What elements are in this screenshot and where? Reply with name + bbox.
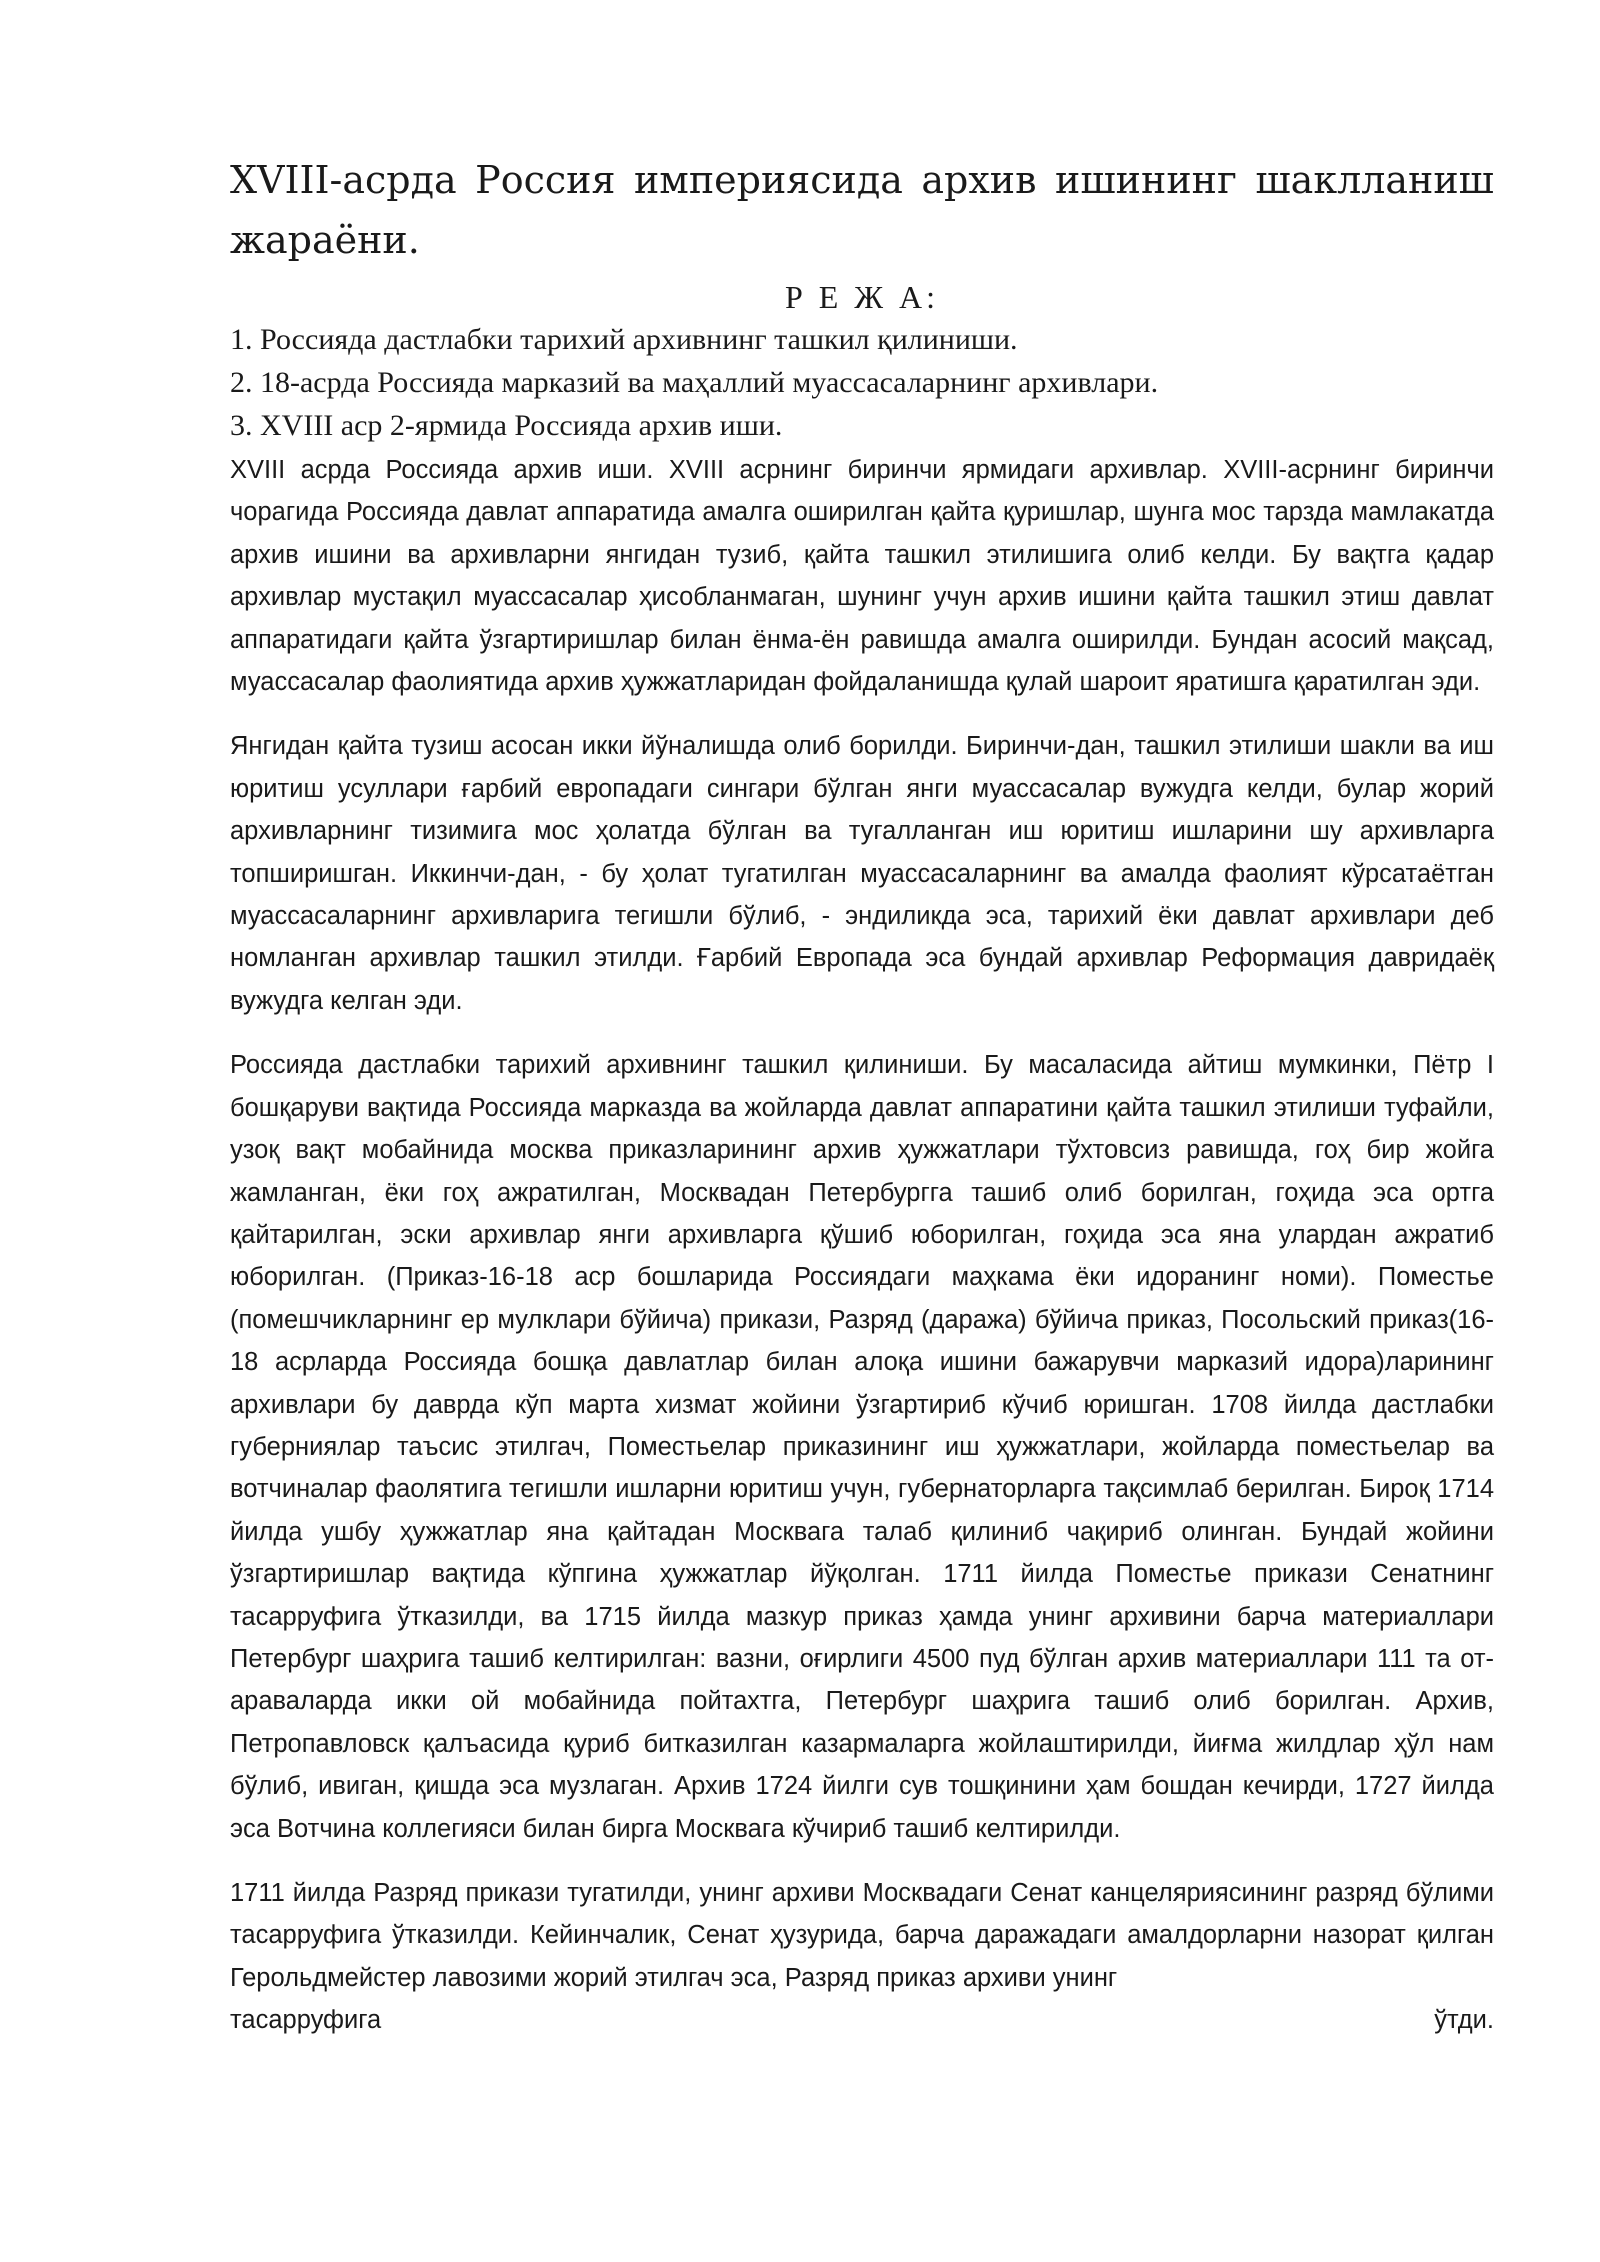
body-paragraph: Янгидан қайта тузиш асосан икки йўналишда олиб борилди. Биринчи-дан, ташкил этилиши шакли ва иш юритиш усуллари ғарбий европадаги сингари бўлган янги муассасалар вужудга келди, булар жорий архивларнинг тизимига мос ҳолатда бўлган ва тугалланган иш юритиш ишларини шу архивларга топширишган. Иккинчи-дан, - бу ҳолат тугатилган муассасаларнинг ва амалда фаолият кўрсатаётган муассасаларнинг архивларига тегишли бўлиб, - эндиликда эса, тарихий ёки давлат архивлари деб номланган архивлар ташкил этилди. Ғарбий Европада эса бундай архивлар Реформация давридаёқ вужудга келган эди. xyxy=(230,732,1494,1015)
body-paragraph: Россияда дастлабки тарихий архивнинг ташкил қилиниши. Бу масаласида айтиш мумкинки, Пётр I бошқаруви вақтида Россияда марказда ва жойларда давлат аппаратини қайта ташкил этилиши туфайли, узоқ вақт мобайнида москва приказларининг архив ҳужжатлари тўхтовсиз равишда, гоҳ бир жойга жамланган, ёки гоҳ ажратилган, Москвадан Петербургга ташиб олиб борилган, гоҳида эса ортга қайтарилган, эски архивлар янги архивларга қўшиб юборилган, гоҳида эса яна улардан ажратиб юборилган. (Приказ-16-18 аср бошларида Россиядаги маҳкама ёки идоранинг номи). Поместье (помешчикларнинг ер мулклари бўйича) прикази, Разряд (даража) бўйича приказ, Посольский приказ(16-18 асрларда Россияда бошқа давлатлар билан алоқа ишини бажарувчи марказий идора)ларининг архивлари бу даврда кўп марта хизмат жойини ўзгартириб кўчиб юришган. 1708 йилда дастлабки губерниялар таъсис этилгач, Поместьелар приказининг иш ҳужжатлари, жойларда поместьелар ва вотчиналар фаолятига тегишли ишларни юритиш учун, губернаторларга тақсимлаб берилган. Бироқ 1714 йилда ушбу ҳужжатлар яна қайтадан Москвага талаб қилиниб чақириб олинган. Бундай жойини ўзгартиришлар вақтида кўпгина ҳужжатлар йўқолган. 1711 йилда Поместье прикази Сенатнинг тасарруфига ўтказилди, ва 1715 йилда мазкур приказ ҳамда унинг архивини барча материаллари Петербург шаҳрига ташиб келтирилган: вазни, оғирлиги 4500 пуд бўлган архив материаллари 111 та от-араваларда икки ой мобайнида пойтахтга, Петербург шаҳрига ташиб олиб борилган. Архив, Петропавловск қалъасида қуриб битказилган казармаларга жойлаштирилди, йиғма жилдлар ҳўл нам бўлиб, ивиган, қишда эса музлаган. Архив 1724 йилги сув тошқинини ҳам бошдан кечирди, 1727 йилда эса Вотчина коллегияси билан бирга Москвага кўчириб ташиб келтирилди. xyxy=(230,1051,1494,1843)
last-line-right-text: ўтди. xyxy=(1434,2006,1494,2035)
last-line-left-text: тасарруфига xyxy=(230,2006,382,2035)
plan-heading: Р Е Ж А: xyxy=(784,279,939,315)
body-paragraph: 1711 йилда Разряд прикази тугатилди, унинг архиви Москвадаги Сенат канцеляриясининг разряд бўлими тасарруфига ўтказилди. Кейинчалик, Сенат ҳузурида, барча даражадаги амалдорларни назорат қилган Герольдмейстер лавозими жорий этилгач эса, Разряд приказ архиви унинг xyxy=(230,1879,1494,1992)
document-page xyxy=(230,150,1494,2042)
body-paragraph: XVIII асрда Россияда архив иши. XVIII асрнинг биринчи ярмидаги архивлар. XVIII-асрнинг биринчи чорагида Россияда давлат аппаратида амалга оширилган қайта қуришлар, шунга мос тарзда мамлакатда архив ишини ва архивларни янгидан тузиб, қайта ташкил этилишига олиб келди. Бу вақтга қадар архивлар мустақил муассасалар ҳисобланмаган, шунинг учун архив ишини қайта ташкил этиш давлат аппаратидаги қайта ўзгартиришлар билан ёнма-ён равишда амалга оширилди. Бундан асосий мақсад, муассасалар фаолиятида архив ҳужжатларидан фойдаланишда қулай шароит яратишга қаратилган эди. xyxy=(230,456,1494,697)
document-title: XVIII-асрда Россия империясида архив ишининг шаклланиш жараёни. xyxy=(230,158,1494,262)
plan-item: 1. Россияда дастлабки тарихий архивнинг ташкил қилиниши. xyxy=(230,323,1018,356)
plan-item: 2. 18-асрда Россияда марказий ва маҳаллий муассасаларнинг архивлари. xyxy=(230,366,1159,399)
plan-list xyxy=(230,318,1494,447)
plan-item: 3. XVIII аср 2-ярмида Россияда архив иши. xyxy=(230,409,783,442)
paragraph-last-line xyxy=(230,1999,1494,2041)
